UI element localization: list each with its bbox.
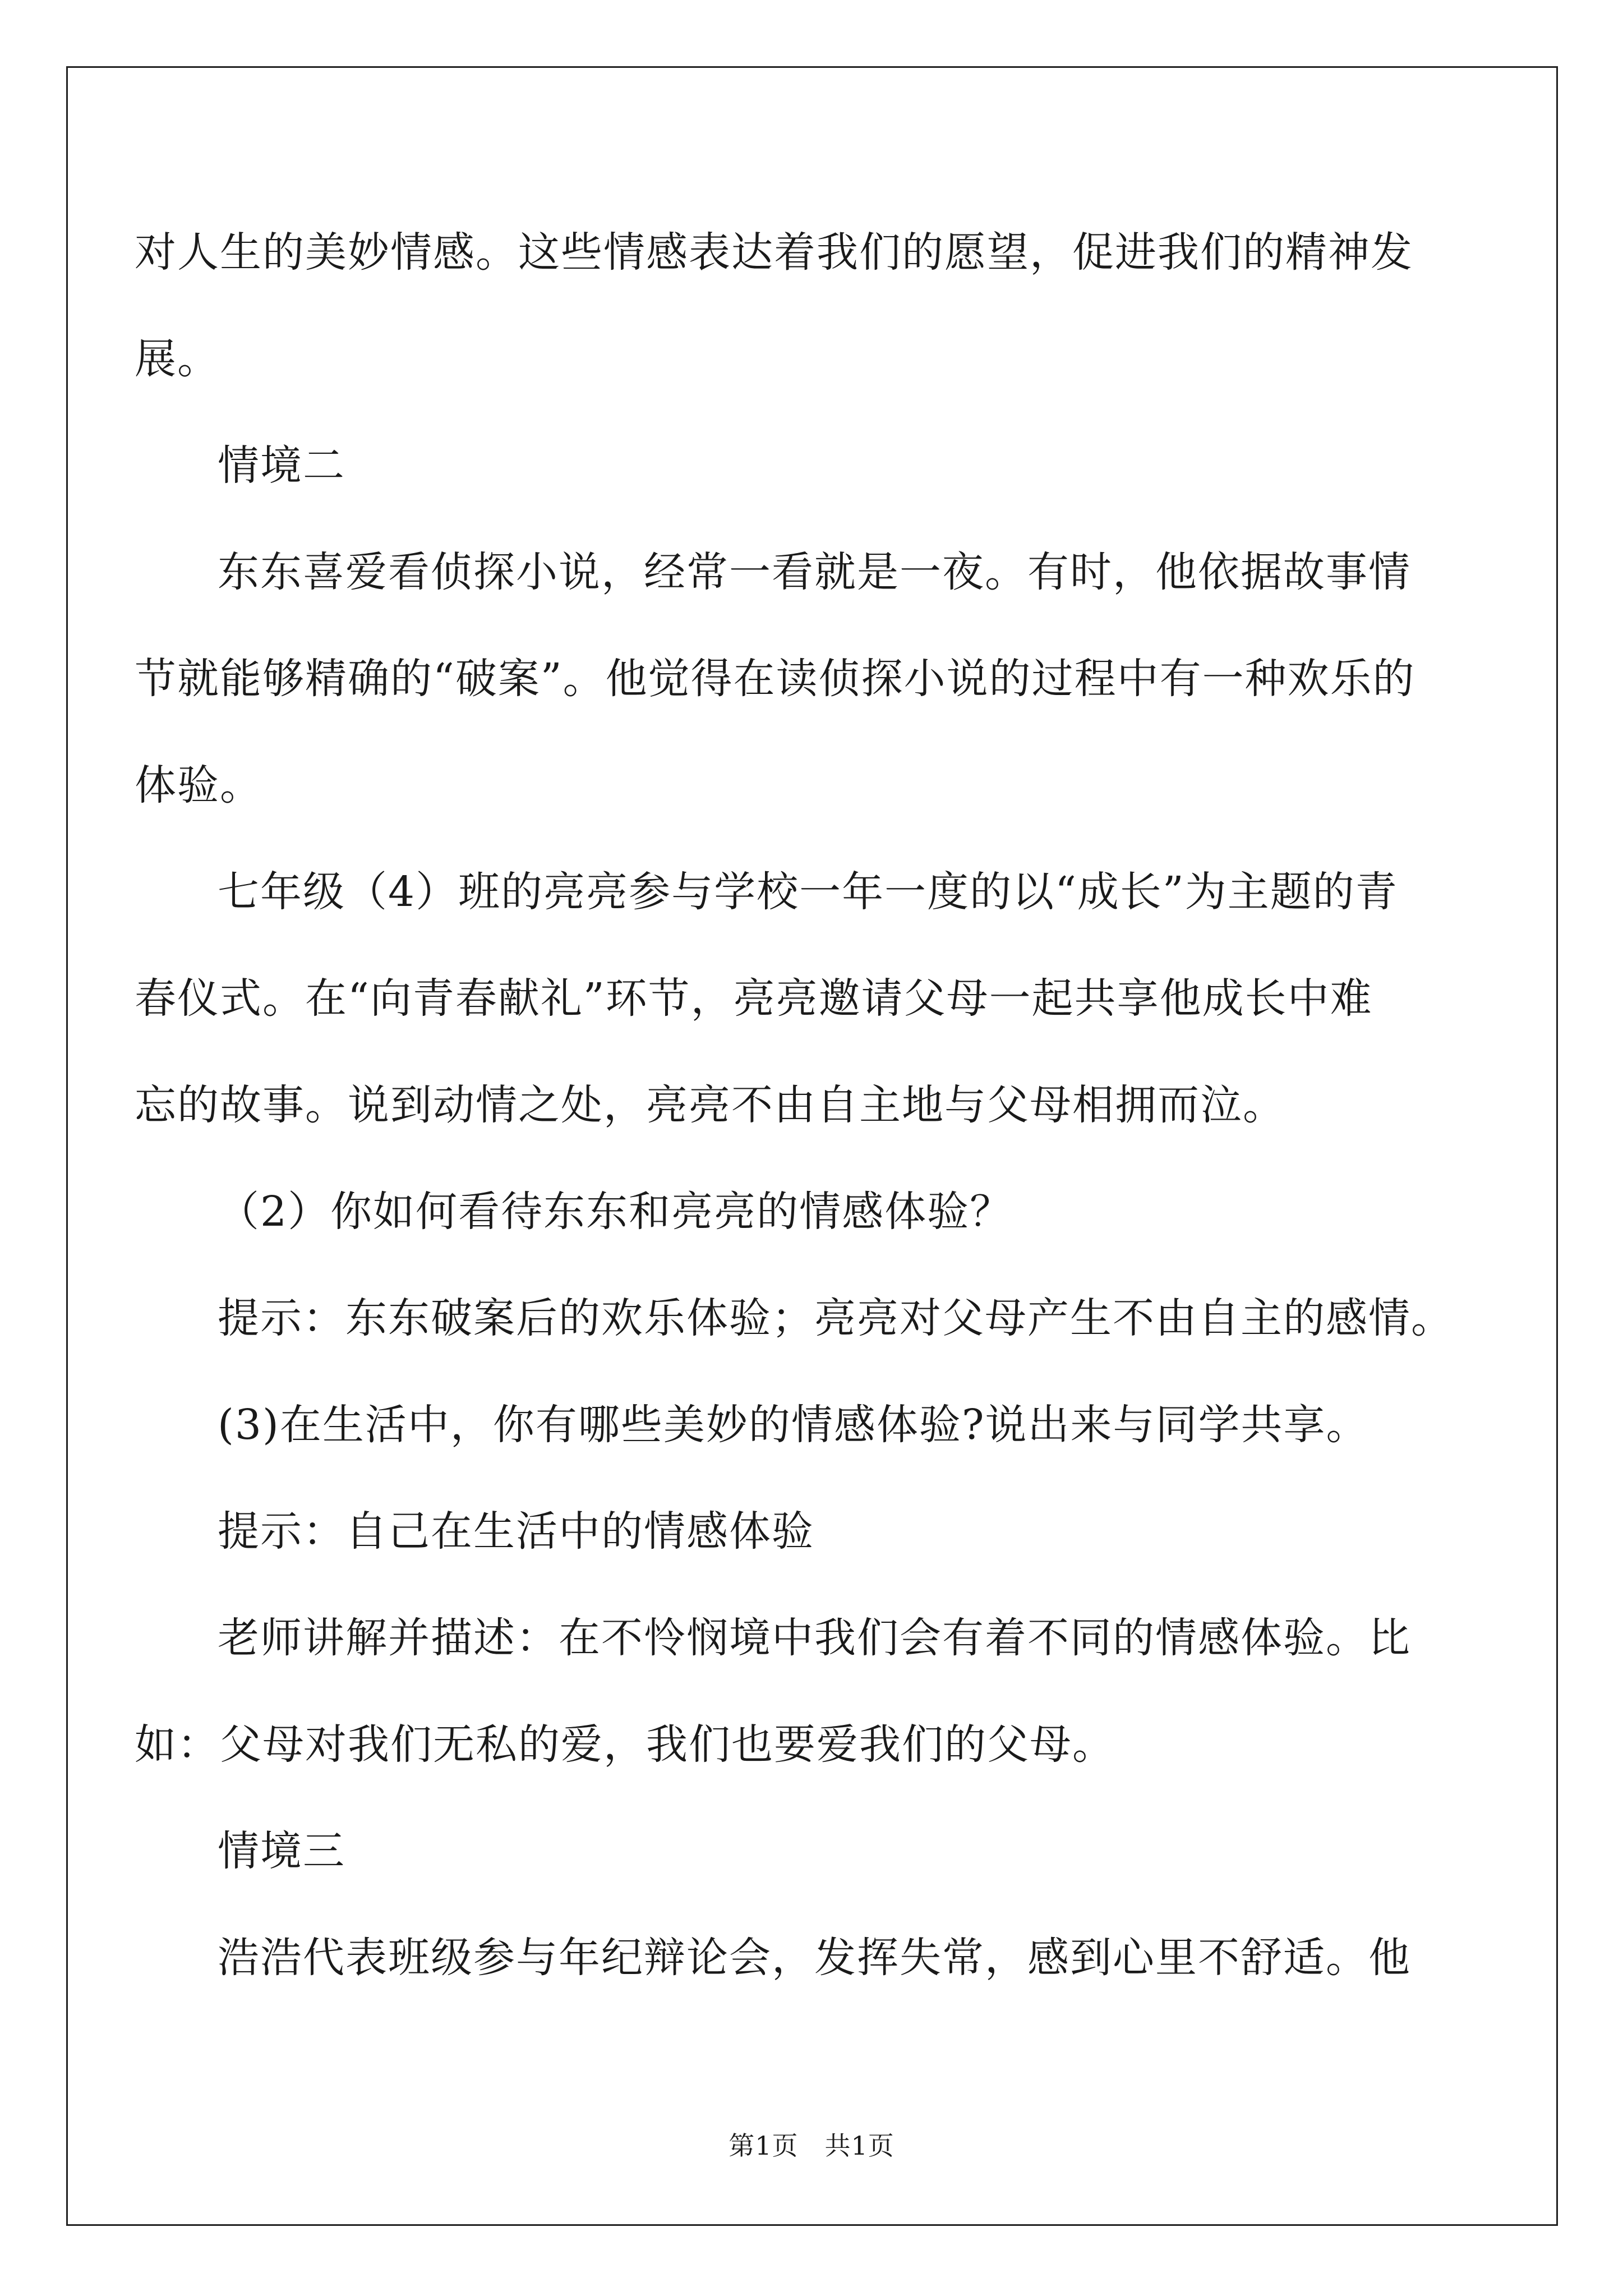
text-line: 如：父母对我们无私的爱，我们也要爱我们的父母。 <box>135 1720 1115 1769</box>
question-line: （2）你如何看待东东和亮亮的情感体验？ <box>218 1188 1013 1236</box>
text-line: 展。 <box>135 335 220 383</box>
text-line: 春仪式。在“向青春献礼”环节，亮亮邀请父母一起共享他成长中难 <box>135 974 1373 1023</box>
hint-line: 提示：自己在生活中的情感体验 <box>218 1507 814 1556</box>
text-line: 浩浩代表班级参与年纪辩论会，发挥失常，感到心里不舒适。他 <box>218 1934 1411 1982</box>
section-heading: 情境二 <box>218 441 345 490</box>
text-line: 忘的故事。说到动情之处，亮亮不由自主地与父母相拥而泣。 <box>135 1081 1285 1129</box>
page-footer: 第1页 共1页 <box>728 2131 895 2161</box>
hint-line: 提示：东东破案后的欢乐体验；亮亮对父母产生不由自主的感情。 <box>218 1294 1454 1342</box>
text-line: 东东喜爱看侦探小说，经常一看就是一夜。有时，他依据故事情 <box>218 548 1411 596</box>
text-line: 老师讲解并描述：在不怜悯境中我们会有着不同的情感体验。比 <box>218 1614 1411 1662</box>
page-border <box>66 66 1558 2226</box>
text-line: 节就能够精确的“破案”。他觉得在读侦探小说的过程中有一种欢乐的 <box>135 655 1415 703</box>
text-line: 七年级（4）班的亮亮参与学校一年一度的以“成长”为主题的青 <box>218 868 1398 916</box>
question-line: (3)在生活中，你有哪些美妙的情感体验?说出来与同学共享。 <box>218 1401 1369 1449</box>
section-heading: 情境三 <box>218 1827 345 1875</box>
text-line: 体验。 <box>135 761 262 809</box>
text-line: 对人生的美妙情感。这些情感表达着我们的愿望，促进我们的精神发 <box>135 228 1413 277</box>
